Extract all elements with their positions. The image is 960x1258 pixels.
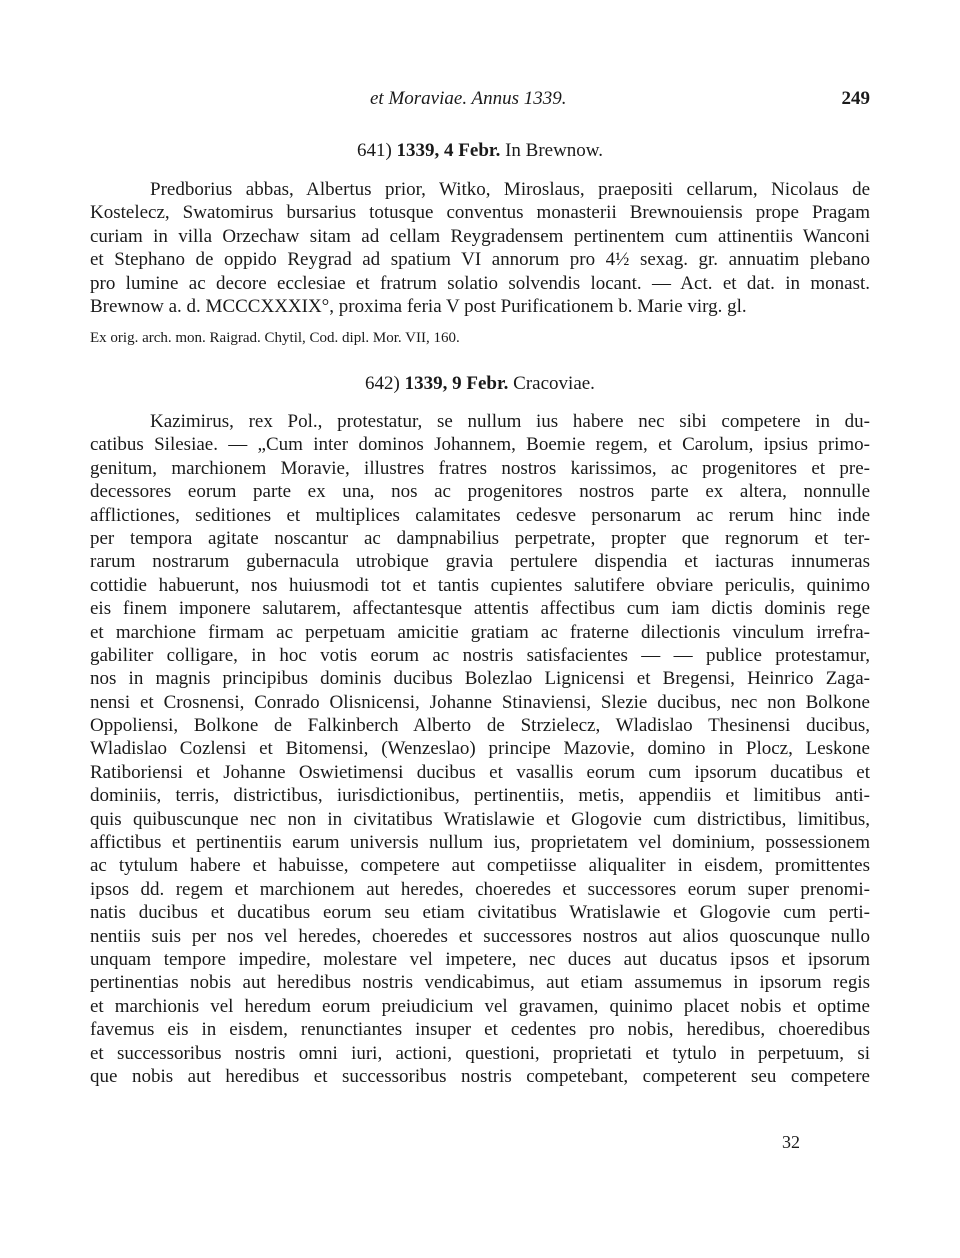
text-line: dominiis, terris, districtibus, iurisdictionibus, pertinentiis, metis, appendiis et limitibus anti- — [90, 785, 870, 807]
entry-number: 642) — [365, 373, 400, 394]
text-line: pertinentias nobis aut heredibus nostris vendicabimus, aut etiam assumemus in ipsorum regis — [90, 972, 870, 994]
text-line: nensi et Crosnensi, Conrado Olisnicensi, Johanne Stinaviensi, Slezie ducibus, nec non Bolkone — [90, 691, 870, 713]
text-line: Brewnow a. d. MCCCXXXIX°, proxima feria V post Purificationem b. Marie virg. gl. — [90, 295, 747, 317]
text-line: eis finem imponere salutarem, affectantesque attentis affectibus cum iam dictis dominis rege — [90, 598, 870, 620]
page-number: 249 — [841, 88, 870, 109]
text-line: et Stephano de oppido Reygrad ad spatium VI annorum pro 4½ sexag. gr. annuatim plebano — [90, 249, 870, 271]
text-line: et marchionis vel heredum eorum preiudicium vel gravamen, quinimo placet nobis et optime — [90, 995, 870, 1017]
entry-date: 1339, 9 Febr. — [404, 373, 509, 394]
text-line: natis ducibus et ducatibus eorum seu etiam civitatibus Wratislawie et Glogovie cum perti- — [90, 902, 870, 924]
entry-paragraph — [90, 410, 870, 1088]
text-line: quis quibuscunque nec non in civitatibus Wratislawie et Glogovie cum districtibus, limitibus, — [90, 808, 870, 830]
entry-place: Cracoviae. — [513, 373, 595, 394]
text-line: affictibus et pertinentiis earum universis nullum ius, proprietatem vel dominium, possessionem — [90, 832, 870, 854]
text-line: que nobis aut heredibus et successoribus nostris competebant, competerent seu competere — [90, 1065, 870, 1087]
text-line: cottidie habuerunt, nos huiusmodi tot et tantis cupientes salutifere obviare periculis, quinimo — [90, 574, 870, 596]
entry-heading — [90, 373, 870, 395]
text-line: afflictiones, seditiones et multiplices calamitates cedesve personarum ac rerum hinc inde — [90, 504, 870, 526]
text-line: pro lumine ac decore ecclesiae et fratrum solatio solvendis locant. — Act. et dat. in monast. — [90, 272, 870, 294]
entry-number: 641) — [356, 140, 392, 161]
text-line: et successoribus nostris omni iuri, actioni, questioni, proprietati et tytulo in perpetuum, si — [90, 1042, 870, 1064]
entry-heading — [90, 140, 870, 162]
text-line: nentiis suis per nos vel heredes, choeredes et successores nostros aut alios quoscunque nullo — [90, 925, 870, 947]
text-line: nos in magnis principibus dominis ducibus Bolezlao Lignicensi et Bregensi, Heinrico Zaga- — [90, 668, 870, 690]
text-line: Wladislao Cozlensi et Bitomensi, (Wenzeslao) principe Mazovie, domino in Plocz, Leskone — [90, 738, 870, 760]
text-line: decessores eorum parte ex una, nos ac progenitores nostros parte ex altera, nonnulle — [90, 481, 870, 503]
entry-date: 1339, 4 Febr. — [396, 140, 501, 161]
text-line: curiam in villa Orzechaw sitam ad cellam Reygradensem pertinentem cum attinentiis Wanconi — [90, 225, 870, 247]
running-head — [90, 88, 870, 116]
text-line: ac tytulum habere et habuisse, competere aut competiisse aliqualiter in eisdem, promittentes — [90, 855, 870, 877]
entry-place: In Brewnow. — [505, 140, 604, 161]
text-line: unquam tempore impedire, molestare vel impetere, nec duces aut ducatus ipsos et ipsorum — [90, 948, 870, 970]
entry-paragraph — [90, 178, 870, 318]
text-line: favemus eis in eisdem, renunctiantes insuper et cedentes pro nobis, heredibus, choeredibus — [90, 1019, 870, 1041]
text-line: rarum nostrarum gubernacula utrobique gravia pertulere dispendia et iacturas innumeras — [90, 551, 870, 573]
text-line: Ratiboriensi et Johanne Oswietimensi ducibus et vasallis eorum cum ipsorum ducatibus et — [90, 761, 870, 783]
text-line: ipsos dd. regem et marchionem aut heredes, choeredes et successores eorum super prenomi- — [90, 878, 870, 900]
text-line: Kostelecz, Swatomirus bursarius totusque conventus monasterii Brewnouiensis prope Pragam — [90, 202, 870, 224]
text-line: Oppoliensi, Bolkone de Falkinberch Alberto de Strzielecz, Wladislao Thesinensi ducibus, — [90, 715, 870, 737]
signature-mark: 32 — [782, 1132, 800, 1152]
text-line: Kazimirus, rex Pol., protestatur, se nullum ius habere nec sibi competere in du- — [150, 411, 870, 432]
source-citation: Ex orig. arch. mon. Raigrad. Chytil, Cod. dipl. Mor. VII, 160. — [90, 330, 460, 346]
running-head-title: et Moraviae. Annus 1339. — [370, 88, 567, 109]
text-line: catibus Silesiae. — „Cum inter dominos Johannem, Boemie regem, et Carolum, ipsius primo- — [90, 434, 870, 456]
text-line: gabiliter colligare, in hoc votis eorum ac nostris satisfacientes — — publice protestamur, — [90, 644, 870, 666]
text-line: et marchione firmam ac perpetuam amicitie gratiam ac fraterne dilectionis vinculum irrefra- — [90, 621, 870, 643]
text-line: genitum, marchionem Moravie, illustres fratres nostros karissimos, ac progenitores et pre- — [90, 457, 870, 479]
text-line: Predborius abbas, Albertus prior, Witko, Miroslaus, praepositi cellarum, Nicolaus de — [150, 179, 870, 200]
text-line: per tempora agitate noscantur ac dampnabilius perpetrate, propter que regnorum et ter- — [90, 527, 870, 549]
